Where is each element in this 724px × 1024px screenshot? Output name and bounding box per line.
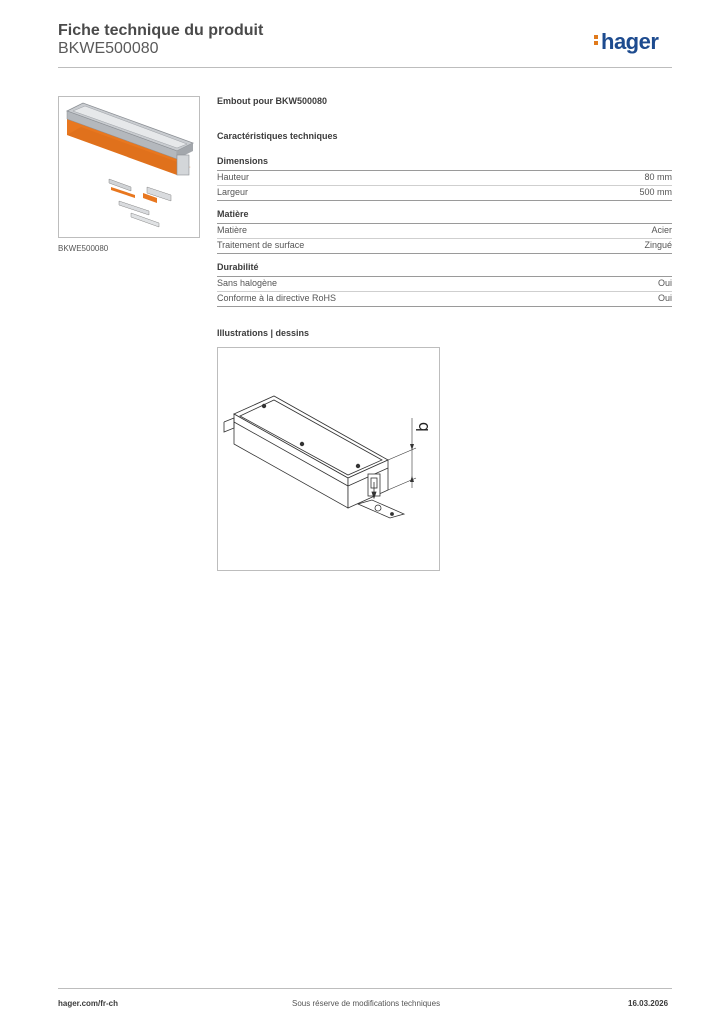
- spec-row: [217, 239, 672, 254]
- product-photo-caption: BKWE500080: [58, 244, 109, 253]
- spec-label: Hauteur: [217, 172, 250, 182]
- spec-row: [217, 186, 672, 201]
- spec-value: Acier: [651, 225, 672, 235]
- spec-value: 80 mm: [644, 172, 672, 182]
- spec-row: [217, 171, 672, 186]
- page-title: Fiche technique du produit: [58, 22, 264, 39]
- dimension-label: b: [413, 421, 432, 432]
- spec-value: Oui: [657, 278, 672, 288]
- spec-group-material: [217, 209, 672, 254]
- spec-value: Oui: [657, 293, 672, 303]
- product-photo-illustration: [59, 97, 199, 237]
- logo-dots-icon: [594, 33, 599, 47]
- spec-label: Matière: [217, 225, 248, 235]
- illustrations-heading: Illustrations | dessins: [217, 328, 310, 338]
- logo-text: hager: [601, 29, 659, 54]
- spec-group-title: Dimensions: [217, 156, 672, 171]
- product-name: Embout pour BKW500080: [217, 96, 328, 106]
- header-divider: [58, 67, 672, 68]
- product-photo: [58, 96, 200, 238]
- spec-group-durability: [217, 262, 672, 307]
- spec-group-title: Durabilité: [217, 262, 672, 277]
- technical-drawing-illustration: [218, 348, 439, 570]
- specs-heading: Caractéristiques techniques: [217, 131, 338, 141]
- technical-drawing: [217, 347, 440, 571]
- spec-group-title: Matière: [217, 209, 672, 224]
- spec-label: Conforme à la directive RoHS: [217, 293, 337, 303]
- spec-label: Largeur: [217, 187, 249, 197]
- spec-value: Zingué: [644, 240, 672, 250]
- footer-notice: Sous réserve de modifications techniques: [292, 999, 441, 1008]
- footer-divider: [58, 988, 672, 989]
- spec-label: Sans halogène: [217, 278, 278, 288]
- spec-label: Traitement de surface: [217, 240, 305, 250]
- product-reference: BKWE500080: [58, 40, 159, 57]
- spec-row: [217, 277, 672, 292]
- spec-row: [217, 224, 672, 239]
- brand-logo[interactable]: [594, 30, 658, 54]
- footer-date: 16.03.2026: [628, 999, 669, 1008]
- spec-row: [217, 292, 672, 307]
- spec-value: 500 mm: [639, 187, 672, 197]
- footer-website-link[interactable]: hager.com/fr-ch: [58, 999, 119, 1008]
- spec-group-dimensions: [217, 156, 672, 201]
